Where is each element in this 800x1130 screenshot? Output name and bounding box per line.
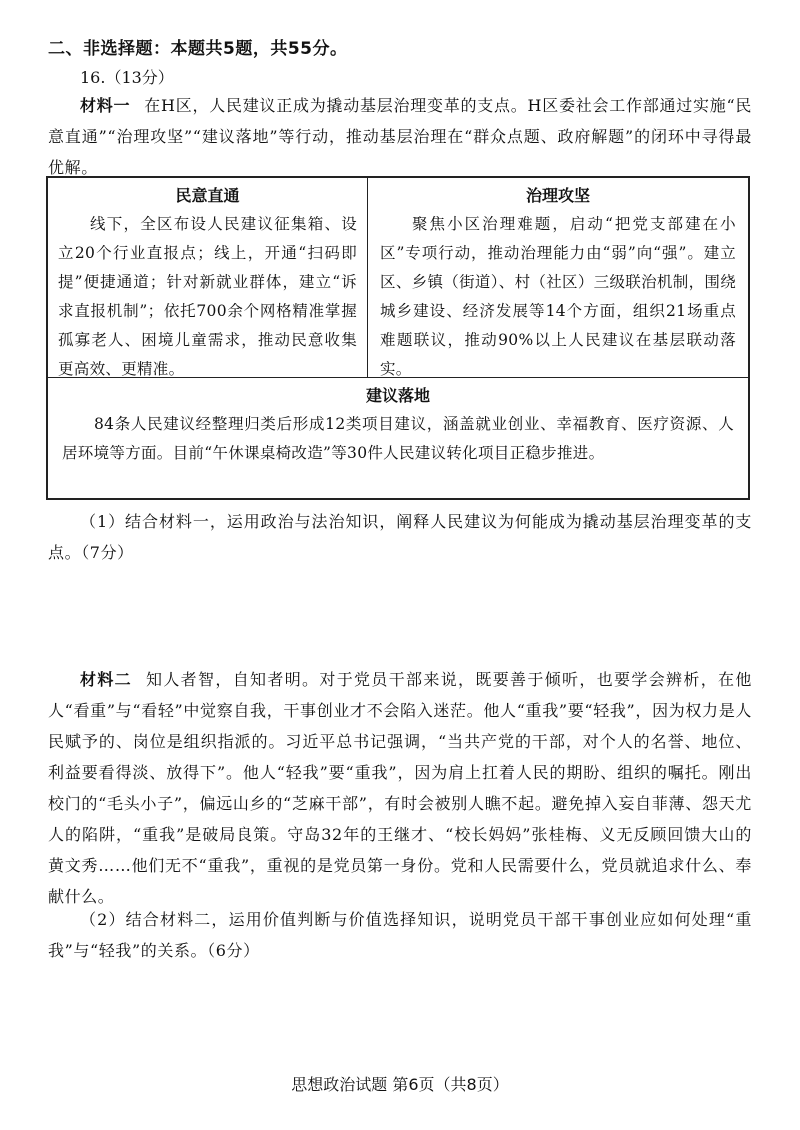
question-number: 16.（13分） [80,68,174,87]
material-1-text: 在H区，人民建议正成为撬动基层治理变革的支点。H区委社会工作部通过实施“民意直通”“治理攻坚”“建议落地”等行动，推动基层治理在“群众点题、政府解题”的闭环中寻得最优解。 [48,96,752,177]
cell-text: 84条人民建议经整理归类后形成12类项目建议，涵盖就业创业、幸福教育、医疗资源、人居环境等方面。目前“午休课桌椅改造”等30件人民建议转化项目正稳步推进。 [62,415,734,462]
sub-question-1: （1）结合材料一，运用政治与法治知识，阐释人民建议为何能成为撬动基层治理变革的支点。（7分） [48,512,752,562]
material-1-label: 材料一 [80,96,131,115]
table-cell-implementation [48,378,748,498]
table-cell-public-opinion [48,178,368,378]
material-1-table [46,176,750,500]
cell-title: 建议落地 [365,386,430,405]
material-2-label: 材料二 [80,670,133,689]
material-2-paragraph [48,664,752,912]
cell-text: 线下，全区布设人民建议征集箱、设立20个行业直报点；线上，开通“扫码即提”便捷通道；针对新就业群体，建立“诉求直报机制”；依托700余个网格精准掌握孤寡老人、困境儿童需求，推动民意收集更高效、更精准。 [58,215,357,378]
material-2-text: 知人者智，自知者明。对于党员干部来说，既要善于倾听，也要学会辨析，在他人“看重”与“看轻”中觉察自我，干事创业才不会陷入迷茫。他人“重我”要“轻我”，因为权力是人民赋予的、岗位是组织指派的。习近平总书记强调，“当共产党的干部，对个人的名誉、地位、利益要看得淡、放得下”。他人“轻我”要“重我”，因为肩上扛着人民的期盼、组织的嘱托。刚出校门的“毛头小子”，偏远山乡的“芝麻干部”，有时会被别人瞧不起。避免掉入妄自菲薄、怨天尤人的陷阱，“重我”是破局良策。守岛32年的王继才、“校长妈妈”张桂梅、义无反顾回馈大山的黄文秀……他们无不“重我”，重视的是党员第一身份。党和人民需要什么，党员就追求什么、奉献什么。 [48,670,752,906]
table-cell-governance [368,178,748,378]
material-1-paragraph [48,90,752,183]
cell-title: 民意直通 [175,186,240,205]
section-heading: 二、非选择题：本题共5题，共55分。 [48,39,348,59]
cell-title: 治理攻坚 [525,186,590,205]
page-footer: 思想政治试题 第6页（共8页） [291,1075,509,1094]
sub-question-2: （2）结合材料二，运用价值判断与价值选择知识，说明党员干部干事创业应如何处理“重我”与“轻我”的关系。（6分） [48,910,752,960]
cell-text: 聚焦小区治理难题，启动“把党支部建在小区”专项行动，推动治理能力由“弱”向“强”。建立区、乡镇（街道）、村（社区）三级联治机制，围绕城乡建设、经济发展等14个方面，组织21场重点难题联议，推动90%以上人民建议在基层联动落实。 [380,215,736,378]
